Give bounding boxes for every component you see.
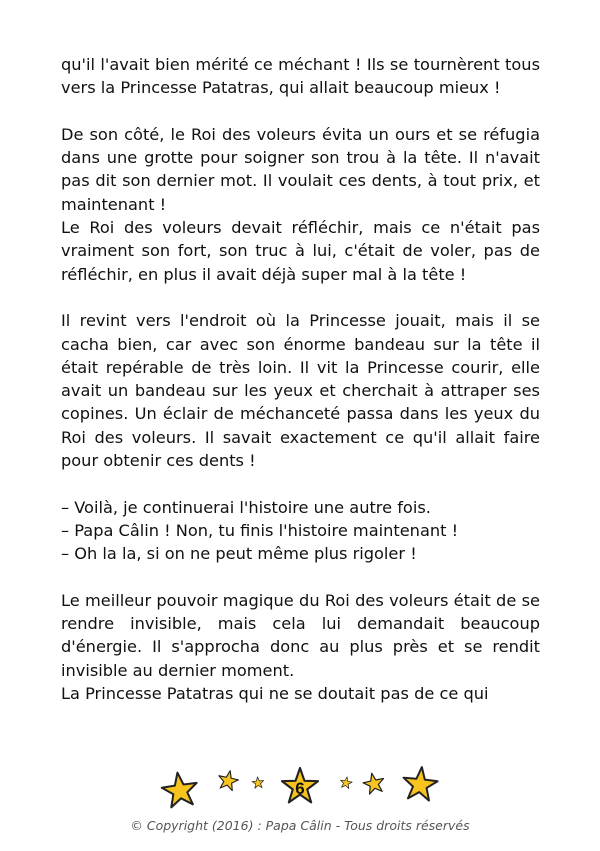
star-icon xyxy=(339,776,353,789)
dialogue-line: – Oh la la, si on ne peut même plus rigoler ! xyxy=(61,544,417,564)
page-number: 6 xyxy=(295,779,305,798)
star-icon xyxy=(252,776,265,788)
paragraph-gap xyxy=(61,472,540,495)
copyright-notice: © Copyright (2016) : Papa Câlin - Tous droits réservés xyxy=(130,818,470,833)
dialogue-block xyxy=(61,496,540,566)
star-icon xyxy=(160,770,200,808)
star-icon xyxy=(361,771,386,795)
star-icon xyxy=(401,765,438,801)
star-icon xyxy=(216,769,239,792)
paragraph: Il revint vers l'endroit où la Princesse jouait, mais il se cacha bien, car avec son énorme bandeau sur la tête il était repérable de très loin. Il vit la Princesse courir, elle avait un bandeau sur les yeux et cherchait à attraper ses copines. Un éclair de méchanceté passa dans les yeux du Roi des voleurs. Il savait exactement ce qu'il allait faire pour obtenir ces dents ! xyxy=(61,311,540,471)
paragraph: Le Roi des voleurs devait réfléchir, mais ce n'était pas vraiment son fort, son truc à lui, c'était de voler, pas de réfléchir, en plus il avait déjà super mal à la tête ! xyxy=(61,218,540,284)
paragraph: Le meilleur pouvoir magique du Roi des voleurs était de se rendre invisible, mais cela lui demandait beaucoup d'énergie. Il s'approcha donc au plus près et se rendit invisible au dernier moment. xyxy=(61,590,540,680)
paragraph: La Princesse Patatras qui ne se doutait pas de ce qui xyxy=(61,684,489,704)
paragraph: De son côté, le Roi des voleurs évita un ours et se réfugia dans une grotte pour soigner son trou à la tête. Il n'avait pas dit son dernier mot. Il voulait ces dents, à tout prix, et maintenant ! xyxy=(61,124,540,214)
paragraph-gap xyxy=(61,100,540,123)
paragraph-gap xyxy=(61,286,540,309)
paragraph: qu'il l'avait bien mérité ce méchant ! Ils se tournèrent tous vers la Princesse Patatras, qui allait beaucoup mieux ! xyxy=(61,55,540,98)
dialogue-line: – Papa Câlin ! Non, tu finis l'histoire maintenant ! xyxy=(61,520,459,540)
paragraph-gap xyxy=(61,566,540,589)
footer-stars-decoration xyxy=(150,765,450,815)
dialogue-line: – Voilà, je continuerai l'histoire une autre fois. xyxy=(61,497,431,517)
page-body xyxy=(61,53,540,705)
